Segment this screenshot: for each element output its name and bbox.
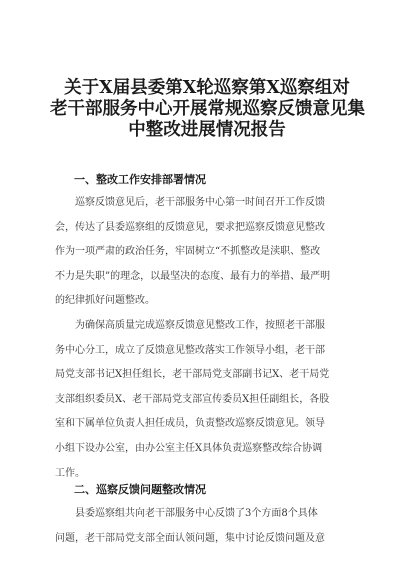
text-line: 的纪律抓好问题整改。 [55, 295, 155, 307]
text-line: 室和下属单位负责人担任成员，负责整改巡察反馈意见。领导 [55, 418, 325, 430]
text-line: 小组下设办公室，由办公室主任X具体负责巡察整改综合协调 [55, 442, 323, 454]
title-line: 关于X届县委第X轮巡察第X巡察组对 [64, 78, 350, 98]
text-line: 工作。 [55, 467, 85, 479]
document-title [50, 78, 364, 141]
text-line: 不力是失职”的理念，以最坚决的态度、最有力的举措、最严明 [55, 270, 331, 282]
section-heading-1: 一、整改工作安排部署情况 [74, 173, 206, 186]
text-line: 巡察反馈意见后，老干部服务中心第一时间召开工作反馈 [75, 197, 325, 208]
text-line: 为确保高质量完成巡察反馈意见整改工作，按照老干部服 [75, 320, 325, 331]
paragraph-3 [55, 502, 355, 551]
text-line: 会，传达了县委巡察组的反馈意见，要求把巡察反馈意见整改 [55, 221, 325, 233]
text-line: 局党支部书记X担任组长，老干部局党支部副书记X、老干局党 [55, 369, 330, 381]
text-line: 问题，老干部局党支部全面认领问题，集中讨论反馈问题及意 [55, 532, 325, 544]
text-line: 务中心分工，成立了反馈意见整改落实工作领导小组，老干部 [55, 344, 325, 356]
paragraph-2 [55, 314, 355, 486]
paragraph-1 [55, 191, 355, 314]
text-line: 作为一项严肃的政治任务，牢固树立“不抓整改是渎职、整改 [55, 246, 321, 258]
text-line: 县委巡察组共向老干部服务中心反馈了3个方面8个具体 [75, 508, 318, 519]
title-line: 中整改进展情况报告 [128, 120, 286, 140]
title-line: 老干部服务中心开展常规巡察反馈意见集 [50, 99, 365, 119]
text-line: 支部组织委员X、老干部局党支部宣传委员X担任副组长，各股 [55, 393, 330, 405]
section-heading-2: 二、巡察反馈问题整改情况 [74, 483, 206, 496]
